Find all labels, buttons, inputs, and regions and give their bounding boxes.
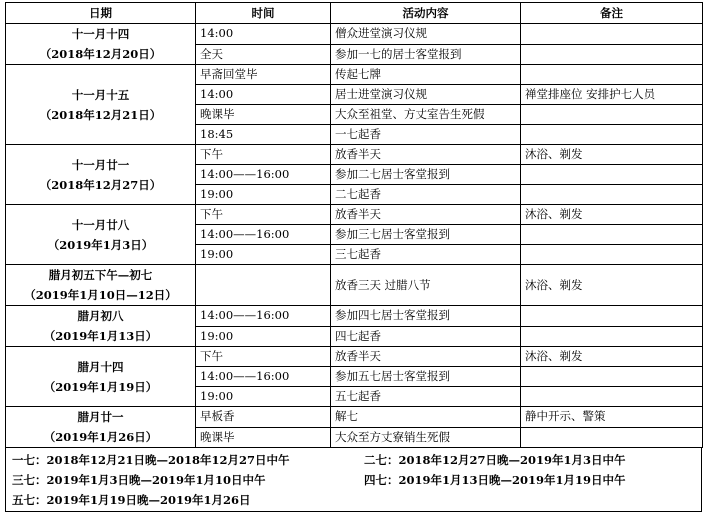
- note-cell: [521, 105, 703, 125]
- activity-cell: 解七: [331, 407, 521, 428]
- date-gregorian: （2019年1月3日）: [47, 237, 154, 252]
- schedule-row: [6, 306, 703, 327]
- date-cell: [6, 24, 196, 65]
- time-cell: 19:00: [196, 387, 331, 407]
- time-cell: 早板香: [196, 407, 331, 428]
- date-lunar: 腊月初五下午—初七: [48, 268, 153, 282]
- schedule-row: [6, 407, 703, 428]
- note-cell: [521, 367, 703, 387]
- time-cell: 下午: [196, 205, 331, 225]
- activity-cell: 三七起香: [331, 245, 521, 265]
- time-cell: 下午: [196, 145, 331, 165]
- time-cell: 14:00: [196, 24, 331, 45]
- activity-cell: 参加一七的居士客堂报到: [331, 44, 521, 65]
- date-cell: [6, 407, 196, 448]
- time-cell: 早斋回堂毕: [196, 65, 331, 85]
- date-lunar: 十一月廿一: [71, 157, 130, 172]
- footer-periods: [5, 448, 702, 512]
- time-cell: 18:45: [196, 125, 331, 145]
- note-cell: [521, 225, 703, 245]
- activity-cell: 放香半天: [331, 205, 521, 225]
- schedule-row: [6, 347, 703, 367]
- time-cell: 全天: [196, 44, 331, 65]
- note-cell: [521, 24, 703, 45]
- time-cell: [196, 265, 331, 306]
- schedule-row: [6, 65, 703, 85]
- footer-period-1: 一七：2018年12月21日晚—2018年12月27日中午: [12, 453, 290, 467]
- time-cell: 19:00: [196, 245, 331, 265]
- date-lunar: 十一月十四: [71, 27, 130, 41]
- note-cell: 禅堂排座位 安排护七人员: [521, 85, 703, 105]
- note-cell: 沐浴、剃发: [521, 145, 703, 165]
- note-cell: 静中开示、警策: [521, 407, 703, 428]
- schedule-body: [6, 24, 703, 448]
- footer-period-4: 四七：2019年1月13日晚—2019年1月19日中午: [364, 473, 626, 487]
- date-cell: [6, 65, 196, 145]
- note-cell: [521, 125, 703, 145]
- activity-cell: 五七起香: [331, 387, 521, 407]
- activity-cell: 参加二七居士客堂报到: [331, 165, 521, 185]
- time-cell: 14:00——16:00: [196, 306, 331, 327]
- note-cell: [521, 165, 703, 185]
- note-cell: [521, 306, 703, 327]
- schedule-row: [6, 265, 703, 306]
- note-cell: [521, 65, 703, 85]
- date-cell: [6, 145, 196, 205]
- date-lunar: 十一月十五: [71, 87, 130, 102]
- date-gregorian: （2018年12月20日）: [39, 47, 162, 61]
- time-cell: 19:00: [196, 326, 331, 347]
- note-cell: 沐浴、剃发: [521, 265, 703, 306]
- date-gregorian: （2018年12月21日）: [39, 107, 162, 122]
- date-lunar: 腊月廿一: [77, 410, 124, 424]
- time-cell: 14:00: [196, 85, 331, 105]
- date-gregorian: （2019年1月19日）: [43, 379, 158, 394]
- schedule-sheet: [5, 2, 702, 522]
- activity-cell: 参加四七居士客堂报到: [331, 306, 521, 327]
- note-cell: [521, 245, 703, 265]
- note-cell: 沐浴、剃发: [521, 205, 703, 225]
- activity-cell: 一七起香: [331, 125, 521, 145]
- time-cell: 14:00——16:00: [196, 367, 331, 387]
- time-cell: 下午: [196, 347, 331, 367]
- activity-cell: 放香半天: [331, 347, 521, 367]
- date-cell: [6, 306, 196, 347]
- activity-cell: 放香三天 过腊八节: [331, 265, 521, 306]
- schedule-row: [6, 24, 703, 45]
- time-cell: 晚课毕: [196, 105, 331, 125]
- date-lunar: 腊月初八: [77, 309, 124, 323]
- schedule-row: [6, 205, 703, 225]
- activity-cell: 参加五七居士客堂报到: [331, 367, 521, 387]
- note-cell: [521, 387, 703, 407]
- header-date: 日期: [6, 3, 196, 24]
- time-cell: 14:00——16:00: [196, 165, 331, 185]
- schedule-table: [5, 2, 703, 448]
- time-cell: 19:00: [196, 185, 331, 205]
- date-cell: [6, 265, 196, 306]
- note-cell: [521, 326, 703, 347]
- activity-cell: 参加三七居士客堂报到: [331, 225, 521, 245]
- header-time: 时间: [196, 3, 331, 24]
- header-note: 备注: [521, 3, 703, 24]
- activity-cell: 僧众进堂演习仪规: [331, 24, 521, 45]
- activity-cell: 传起七牌: [331, 65, 521, 85]
- note-cell: [521, 185, 703, 205]
- schedule-row: [6, 145, 703, 165]
- header-activity: 活动内容: [331, 3, 521, 24]
- date-cell: [6, 347, 196, 407]
- activity-cell: 四七起香: [331, 326, 521, 347]
- date-gregorian: （2019年1月10日—12日）: [24, 288, 177, 302]
- note-cell: [521, 427, 703, 448]
- date-gregorian: （2019年1月13日）: [43, 329, 158, 343]
- activity-cell: 大众至方丈寮销生死假: [331, 427, 521, 448]
- activity-cell: 大众至祖堂、方丈室告生死假: [331, 105, 521, 125]
- note-cell: 沐浴、剃发: [521, 347, 703, 367]
- date-lunar: 十一月廿八: [71, 217, 130, 232]
- date-gregorian: （2018年12月27日）: [39, 177, 162, 192]
- date-cell: [6, 205, 196, 265]
- date-gregorian: （2019年1月26日）: [43, 430, 158, 444]
- date-lunar: 腊月十四: [77, 359, 124, 374]
- footer-period-5: 五七：2019年1月19日晚—2019年1月26日: [12, 493, 251, 507]
- activity-cell: 放香半天: [331, 145, 521, 165]
- activity-cell: 二七起香: [331, 185, 521, 205]
- header-row: [6, 3, 703, 24]
- time-cell: 晚课毕: [196, 427, 331, 448]
- time-cell: 14:00——16:00: [196, 225, 331, 245]
- note-cell: [521, 44, 703, 65]
- footer-period-2: 二七：2018年12月27日晚—2019年1月3日中午: [364, 453, 626, 467]
- footer-period-3: 三七：2019年1月3日晚—2019年1月10日中午: [12, 473, 266, 487]
- activity-cell: 居士进堂演习仪规: [331, 85, 521, 105]
